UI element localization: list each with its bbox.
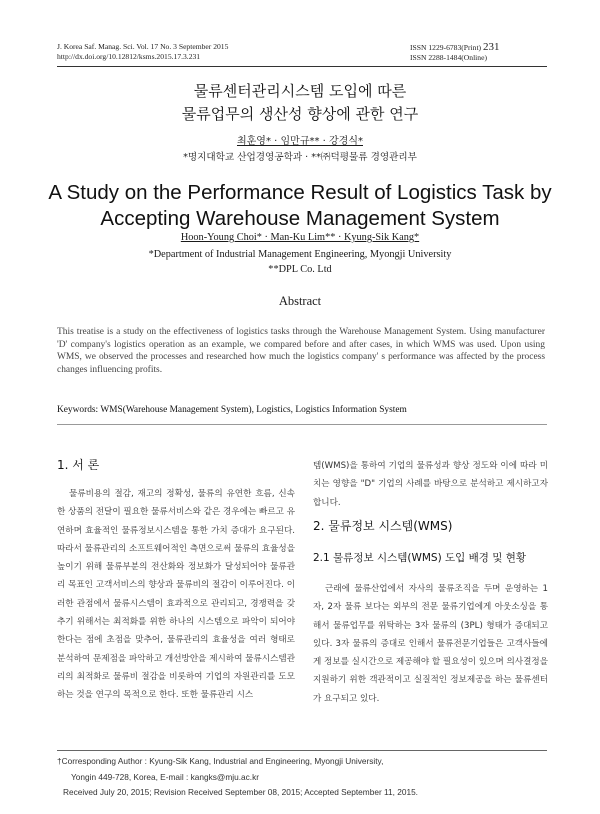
abstract-body: This treatise is a study on the effectiveness of logistics tasks through the Warehouse Management System. Using manufacturer 'D' company's logistics operation as an example, we compared before and after cases, in which WMS was used. Upon using WMS, we observed the processes and researched how much the logistics company' s performance was affected by the process changes influencing profits. (57, 327, 545, 375)
english-title-line1: A Study on the Performance Result of Logistics Task by (48, 181, 552, 204)
section-1-heading: 1. 서 론 (57, 458, 100, 472)
korean-title-line1: 물류센터관리시스템 도입에 따른 (193, 82, 407, 100)
section-2-paragraph: 근래에 물류산업에서 자사의 물류조직을 두며 운영하는 1자, 2자 물류 보다는 외부의 전문 물류기업에게 아웃소싱을 통해서 물류업무를 위탁하는 3자 물류의 (3PL) 형태가 증대되고 있다. 3자 물류의 증대로 인해서 물류전문기업들은 고객사들에게 정보를 실시간으로 제공해야 할 필요성이 있으며 의사결정을 지원하기 위한 객관적이고 실질적인 정보제공을 하는 물류센터가 요구되고 있다. (313, 584, 548, 704)
doi-link[interactable]: http://dx.doi.org/10.12812/ksms.2015.17.3.231 (57, 52, 201, 61)
issn-online: ISSN 2288-1484(Online) (410, 53, 487, 62)
keywords: Keywords: WMS(Warehouse Management System), Logistics, Logistics Information System (57, 405, 407, 415)
english-affiliation-1: *Department of Industrial Management Engineering, Myongji University (148, 249, 452, 260)
korean-title-line2: 물류업무의 생산성 향상에 관한 연구 (181, 105, 419, 123)
page-number: 231 (483, 41, 500, 53)
section-1-continuation-paragraph: 템(WMS)을 통하여 기업의 물류성과 향상 정도와 이에 따라 미치는 영향을 "D" 기업의 사례를 바탕으로 분석하고 제시하고자 합니다. (313, 461, 548, 508)
corresponding-author: †Corresponding Author : Kyung-Sik Kang, Industrial and Engineering, Myongji University, (57, 756, 384, 766)
footnote (57, 754, 557, 801)
section-1-continuation (313, 457, 548, 512)
subsection-2-1-heading: 2.1 물류정보 시스템(WMS) 도입 배경 및 현황 (313, 552, 527, 564)
english-affiliation-2: **DPL Co. Ltd (268, 264, 332, 275)
running-header-right (410, 42, 550, 63)
header-rule (57, 66, 547, 67)
abstract-rule (57, 424, 547, 425)
section-2-body (313, 580, 548, 708)
author-address: Yongin 449-728, Korea, E-mail : kangks@mju.ac.kr (71, 771, 259, 782)
english-authors: Hoon-Young Choi* · Man-Ku Lim** · Kyung-Sik Kang* (180, 232, 420, 243)
english-title-line2: Accepting Warehouse Management System (100, 207, 500, 230)
korean-affiliations: *명지대학교 산업경영공학과 · **㈜덕평물류 경영관리부 (183, 152, 417, 163)
section-1-body (57, 485, 295, 705)
received-dates: Received July 20, 2015; Revision Received September 08, 2015; Accepted September 11, 2015. (63, 787, 418, 797)
korean-authors: 최훈영* · 임만규** · 강경식* (236, 136, 363, 147)
journal-citation: J. Korea Saf. Manag. Sci. Vol. 17 No. 3 September 2015 (57, 42, 229, 51)
section-1-paragraph: 물류비용의 절감, 재고의 정확성, 물류의 유연한 흐름, 신속한 상품의 전달이 필요한 물류서비스와 같은 경우에는 빠르고 유연하며 효율적인 물류정보시스템을 통한 가치 증대가 요구된다. 따라서 물류관리의 소프트웨어적인 측면으로써 물류의 효율성을 높이기 위해 물류부분의 전산화와 정보화가 달성되어야 물류관리 목표인 고객서비스의 향상과 물류비의 절감이 이루어진다. 이러한 관점에서 물류시스템이 효과적으로 관리되고, 경쟁력을 갖추기 위해서는 최적화를 위한 하나의 시스템으로 파악이 되어야 한다는 점에 초점을 맞추어, 물류관리의 효율성을 여러 형태로 분석하여 문제점을 파악하고 개선방안을 제시하여 물류시스템관리의 최적화로 물류비 절감을 비롯하여 기업의 자원관리를 도모하는 것을 연구의 목적으로 한다. 또한 물류관리 시스 (57, 489, 295, 701)
abstract-heading: Abstract (278, 294, 322, 308)
running-header-left (57, 42, 377, 62)
footnote-rule (57, 750, 547, 751)
issn-print: ISSN 1229-6783(Print) 231 (410, 41, 500, 53)
section-2-heading: 2. 물류정보 시스템(WMS) (313, 519, 453, 533)
